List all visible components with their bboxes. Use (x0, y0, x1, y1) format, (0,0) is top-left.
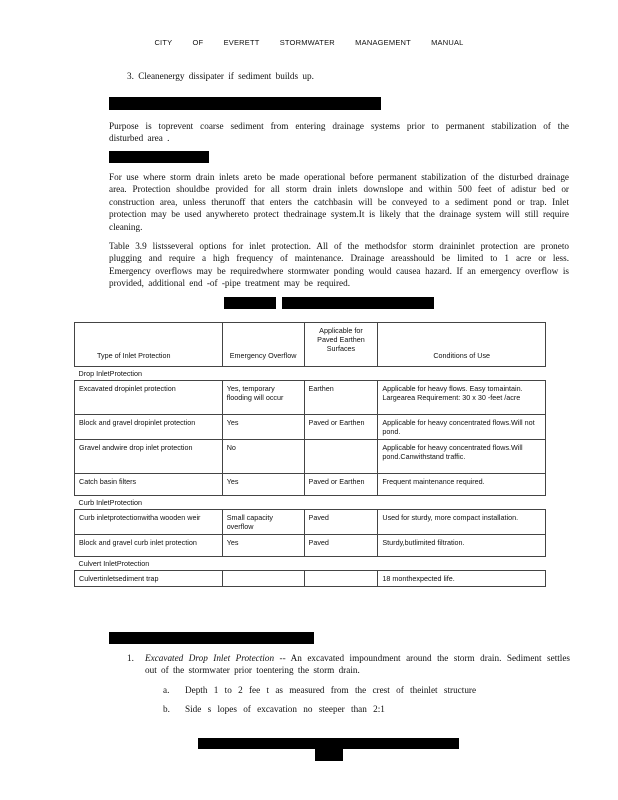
cell-overflow (222, 571, 304, 587)
cell-conditions: Sturdy,butlimited filtration. (378, 535, 546, 557)
cell-surfaces: Paved (304, 535, 378, 557)
cell-type: Block and gravel curb inlet protection (75, 535, 223, 557)
table-row (75, 415, 546, 440)
table-row (75, 535, 546, 557)
cell-surfaces: Earthen (304, 381, 378, 415)
cell-type: Excavated dropinlet protection (75, 381, 223, 415)
group-title: Culvert InletProtection (75, 557, 546, 571)
table-group-row (75, 557, 546, 571)
spec-1a: Depth 1 to 2 fee t as measured from the crest of theinlet structure (185, 685, 477, 695)
cell-overflow: Yes (222, 474, 304, 496)
cell-surfaces (304, 440, 378, 474)
redacted-subheading-bar (109, 151, 209, 163)
table-row (75, 474, 546, 496)
spec-1b-label: b. (163, 704, 170, 714)
cell-surfaces (304, 571, 378, 587)
redacted-page-number (315, 749, 343, 761)
conditions-paragraph-1: For use where storm drain inlets areto be made operational before permanent stabilization of the disturbed drainage area. Protection shouldbe provided for all storm drain inlets downslope and within 500 feet of adistur bed or construction area, unless therunoff that enters the catchbasin will be conveyed to a sediment pond or trap. Inlet protection may be used anywhereto protect thedrainage system.It is likely that the drainage system will still require cleaning. (109, 172, 569, 232)
cell-conditions: Used for sturdy, more compact installation. (378, 510, 546, 535)
cell-type: Catch basin filters (75, 474, 223, 496)
cell-overflow: Yes (222, 415, 304, 440)
inlet-protection-table (74, 322, 546, 587)
spec-1-title: Excavated Drop Inlet Protection (145, 653, 275, 663)
redacted-table-caption (282, 297, 434, 309)
purpose-paragraph: Purpose is toprevent coarse sediment from entering drainage systems prior to permanent stabilization of the disturbed area . (109, 121, 569, 144)
table-row (75, 440, 546, 474)
table-group-row (75, 367, 546, 381)
cell-type: Curb inletprotectionwitha wooden weir (75, 510, 223, 535)
cell-surfaces: Paved or Earthen (304, 474, 378, 496)
redacted-heading-bar (109, 97, 381, 110)
redacted-specs-heading (109, 632, 314, 644)
cell-conditions: 18 monthexpected life. (378, 571, 546, 587)
cell-type: Block and gravel dropinlet protection (75, 415, 223, 440)
table-row (75, 381, 546, 415)
conditions-paragraph-2: Table 3.9 listsseveral options for inlet protection. All of the methodsfor storm draininlet protection are proneto plugging and require a high frequency of maintenance. Drainage areasshould be limited to 1 acre or less. Emergency overflows may be requiredwhere stormwater ponding would causea hazard. If an emergency overflow is provided, additional end -of -pipe treatment may be required. (109, 241, 569, 289)
cell-surfaces: Paved (304, 510, 378, 535)
spec-1b: Side s lopes of excavation no steeper than 2:1 (185, 704, 385, 714)
header-surfaces: Applicable for Paved Earthen Surfaces (304, 323, 378, 367)
cell-conditions: Applicable for heavy flows. Easy tomaintain. Largearea Requirement: 30 x 30 -feet /acre (378, 381, 546, 415)
table-row (75, 510, 546, 535)
cell-overflow: Small capacity overflow (222, 510, 304, 535)
spec-1a-label: a. (163, 685, 170, 695)
running-header: CITY OF EVERETT STORMWATER MANAGEMENT MANUAL (154, 38, 464, 47)
cell-type: Culvertinletsediment trap (75, 571, 223, 587)
spec-1-text: -- An excavated impoundment around the storm drain. Sediment settles out of the stormwater prior toentering the storm drain. (145, 653, 570, 675)
cell-overflow: No (222, 440, 304, 474)
redacted-table-label (224, 297, 276, 309)
header-type: Type of Inlet Protection (75, 323, 223, 367)
spec-1-number: 1. (127, 653, 134, 663)
spec-1 (145, 652, 570, 676)
cell-overflow: Yes (222, 535, 304, 557)
header-conditions: Conditions of Use (378, 323, 546, 367)
table-header-row (75, 323, 546, 367)
table-row (75, 571, 546, 587)
group-title: Curb InletProtection (75, 496, 546, 510)
cell-type: Gravel andwire drop inlet protection (75, 440, 223, 474)
cell-conditions: Frequent maintenance required. (378, 474, 546, 496)
header-overflow: Emergency Overflow (222, 323, 304, 367)
redacted-footer-bar (198, 738, 459, 749)
group-title: Drop InletProtection (75, 367, 546, 381)
cell-overflow: Yes, temporary flooding will occur (222, 381, 304, 415)
item-3: 3. Cleanenergy dissipater if sediment builds up. (127, 71, 314, 81)
cell-surfaces: Paved or Earthen (304, 415, 378, 440)
cell-conditions: Applicable for heavy concentrated flows.Will not pond. (378, 415, 546, 440)
cell-conditions: Applicable for heavy concentrated flows.Will pond.Canwithstand traffic. (378, 440, 546, 474)
table-group-row (75, 496, 546, 510)
